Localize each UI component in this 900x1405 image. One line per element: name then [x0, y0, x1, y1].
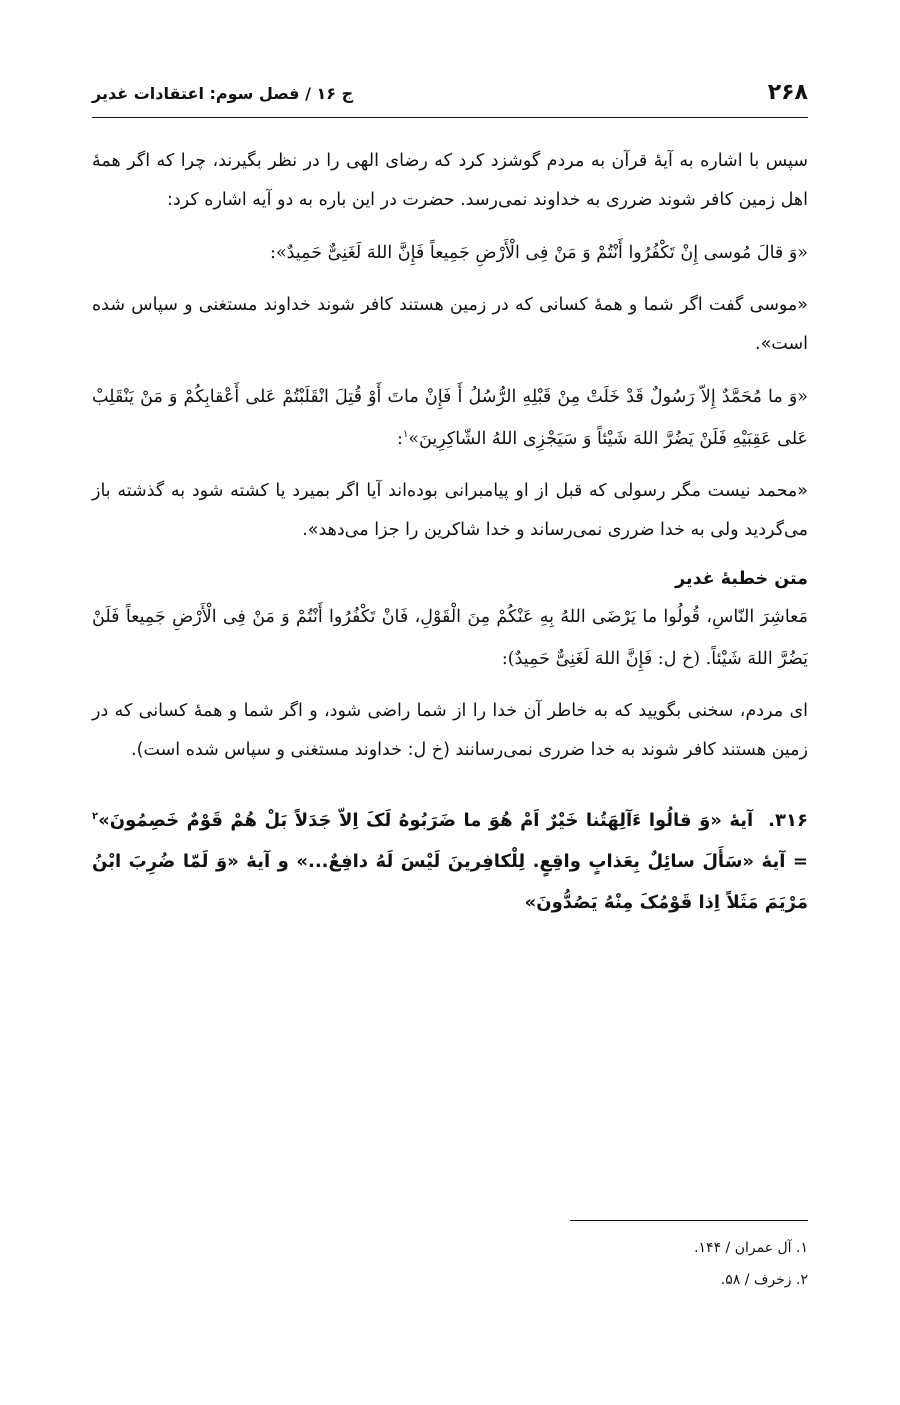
- ayah-part-2: = آیهٔ «سَأَلَ سائِلٌ بِعَذابٍ واقِعٍ. لِلْکافِرینَ لَیْسَ لَهُ دافِعٌ...» و آیهٔ «وَ لَمّا ضُرِبَ ابْنُ مَرْیَمَ مَثَلاً اِذا قَوْمُکَ مِنْهُ یَصُدُّونَ»: [92, 851, 808, 913]
- quran-verse-1: «وَ قالَ مُوسی إِنْ تَکْفُرُوا أَنْتُمْ وَ مَنْ فِی الْأَرْضِ جَمِیعاً فَإِنَّ اللهَ لَغَنِیٌّ حَمِیدٌ»:: [270, 243, 808, 263]
- footnote-ref-1: ۱: [402, 429, 409, 441]
- verse-2-translation: «محمد نیست مگر رسولی که قبل از او پیامبرانی بوده‌اند آیا اگر بمیرد یا کشته شود به گذشته باز می‌گردید ولی به خدا ضرری نمی‌رساند و خدا شاکرین را جزا می‌دهد».: [92, 481, 808, 540]
- footnote-2: ۲. زخرف / ۵۸.: [720, 1272, 808, 1288]
- running-title: ج ۱۶ / فصل سوم: اعتقادات غدیر: [92, 84, 354, 103]
- ayah-part-1: آیهٔ «وَ قالُوا ءَآلِهَتُنا خَیْرٌ اَمْ هُوَ ما ضَرَبُوهُ لَکَ اِلاّ جَدَلاً بَلْ هُمْ قَوْمٌ خَصِمُونَ»: [98, 810, 754, 831]
- main-text: [92, 142, 808, 923]
- verse-1-translation: «موسی گفت اگر شما و همهٔ کسانی که در زمین هستند کافر شوند خداوند مستغنی و سپاس شده است».: [92, 295, 808, 354]
- footnote-ref-2: ۲: [92, 811, 99, 822]
- sermon-translation: ای مردم، سخنی بگویید که به خاطر آن خدا را از شما راضی شود، و اگر شما و همهٔ کسانی که در زمین هستند کافر شوند به خدا ضرری نمی‌رسانند (خ ل: خداوند مستغنی و سپاس شده است).: [92, 701, 808, 760]
- ayah-number: ۳۱۶.: [768, 810, 808, 831]
- quran-verse-2: [92, 376, 808, 460]
- sermon-arabic-text: مَعاشِرَ النّاسِ، قُولُوا ما یَرْضَی اللهُ بِهِ عَنْکُمْ مِنَ الْقَوْلِ، فَانْ تَکْفُرُوا أَنْتُمْ وَ مَنْ فِی الْأَرْضِ جَمِیعاً فَلَنْ یَضُرَّ اللهَ شَیْئاً. (خ ل: فَإِنَّ اللهَ لَغَنِیٌّ حَمِیدٌ):: [92, 607, 808, 669]
- section-heading: متن خطبهٔ غدیر: [675, 569, 808, 589]
- ayah-316-block: [92, 800, 808, 923]
- footnote-1: ۱. آل عمران / ۱۴۴.: [694, 1240, 808, 1256]
- header-divider: [92, 117, 808, 118]
- page-header: [92, 74, 808, 114]
- footnotes: [92, 1232, 808, 1296]
- page-number: ۲۶۸: [767, 80, 808, 105]
- footnote-divider: [570, 1220, 808, 1221]
- verse-2-text: «وَ ما مُحَمَّدٌ إِلاّ رَسُولٌ قَدْ خَلَتْ مِنْ قَبْلِهِ الرُّسُلُ أَ فَإِنْ ماتَ أَوْ قُتِلَ انْقَلَبْتُمْ عَلی أَعْقابِکُمْ وَ مَنْ یَنْقَلِبْ عَلی عَقِبَیْهِ فَلَنْ یَضُرَّ اللهَ شَیْئاً وَ سَیَجْزِی اللهُ الشّاکِرِینَ»: [92, 387, 808, 449]
- intro-paragraph: سپس با اشاره به آیهٔ قرآن به مردم گوشزد کرد که رضای الهی را در نظر بگیرند، چرا که اگر همهٔ اهل زمین کافر شوند ضرری به خداوند نمی‌رسد. حضرت در این باره به دو آیه اشاره کرد:: [92, 151, 808, 210]
- verse-2-tail: :: [397, 429, 403, 449]
